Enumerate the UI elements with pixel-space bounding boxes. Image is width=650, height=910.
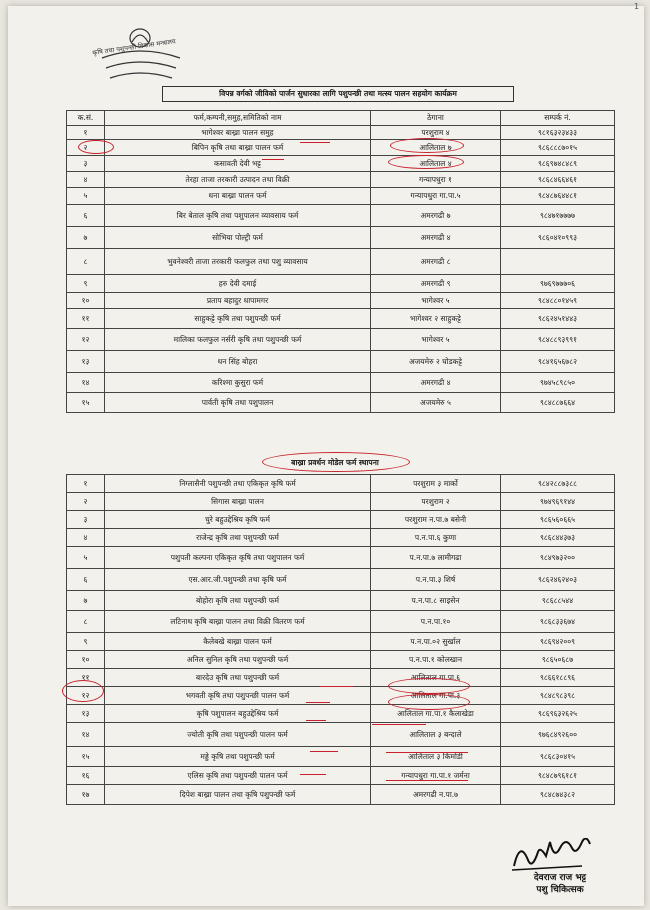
cell-contact: ९८६८३३६७४ (501, 611, 615, 633)
table-section-2 (66, 474, 615, 805)
signature-icon (510, 838, 600, 874)
document-title: विपन्न वर्गको जीविको पार्जन सुधारका लागि पशुपन्छी तथा मत्स्य पालन सहयोग कार्यक्रम (162, 86, 514, 102)
table-row (67, 687, 615, 705)
cell-name: मालिका फलफुल नर्सरी कृषि तथा पशुपन्छी फर्म (105, 329, 371, 351)
table-row (67, 393, 615, 413)
signatory (505, 872, 615, 896)
cell-sn: १३ (67, 351, 105, 373)
cell-sn: ६ (67, 569, 105, 591)
cell-contact: ९८४८९८३९८ (501, 687, 615, 705)
cell-sn: २ (67, 140, 105, 156)
cell-name: दिपेश बाख्रा पालन तथा कृषि पशुपन्छी फर्म (105, 785, 371, 805)
cell-sn: १२ (67, 329, 105, 351)
cell-sn: १६ (67, 767, 105, 785)
cell-name: भुवनेश्वरी ताजा तरकारी फलफुल तथा पशु व्यावसाय (105, 249, 371, 275)
cell-address: आलिताल गा.पा.१ कैलाखेडा (371, 705, 501, 723)
cell-sn: ९ (67, 275, 105, 293)
cell-contact: ९८६२४५१४४३ (501, 309, 615, 329)
cell-contact: ९८४७१७७७७ (501, 205, 615, 227)
table-row (67, 351, 615, 373)
cell-contact: ९७४९६९१४४ (501, 493, 615, 511)
section-2-title: बाख्रा प्रवर्धन मोडेल फर्म स्थापना (291, 458, 379, 467)
table-row (67, 493, 615, 511)
cell-address: प.न.पा.३ शिर्ष (371, 569, 501, 591)
table-row (67, 373, 615, 393)
table-row (67, 547, 615, 569)
cell-address: आलिताल गा.पा.६ (371, 669, 501, 687)
table-section-1 (66, 110, 615, 413)
cell-address: अजयमेरु ५ (371, 393, 501, 413)
table-row (67, 591, 615, 611)
signatory-title: पशु चिकित्सक (536, 885, 584, 895)
table-row (67, 785, 615, 805)
table-row (67, 227, 615, 249)
cell-sn: ४ (67, 172, 105, 188)
cell-contact: ९८४८८९३९९१ (501, 329, 615, 351)
table-row (67, 669, 615, 687)
cell-address: भागेश्वर ५ (371, 293, 501, 309)
table-row (67, 633, 615, 651)
cell-contact: ९८४१६५६७८२ (501, 351, 615, 373)
table-row (67, 705, 615, 723)
cell-sn: ८ (67, 611, 105, 633)
cell-name: कसावती देवी भट्ट (105, 156, 371, 172)
cell-name: प्रताप बहादुर धापामगर (105, 293, 371, 309)
table-row (67, 723, 615, 747)
header-name: फर्म,कम्पनी,समुह,समितिको नाम (105, 111, 371, 126)
cell-name: करिश्मा कुसुरा फर्म (105, 373, 371, 393)
cell-address: परशुराम २ (371, 493, 501, 511)
cell-sn: १२ (67, 687, 105, 705)
cell-contact: ९८६९७४८४८९ (501, 156, 615, 172)
cell-name: सोभिया पोल्ट्री फर्म (105, 227, 371, 249)
cell-contact: ९८४८८७६६४ (501, 393, 615, 413)
cell-contact: ९८४८७९६१८१ (501, 767, 615, 785)
cell-address: आलिताल गा.पा.३ (371, 687, 501, 705)
cell-address: आलिताल ७ (371, 140, 501, 156)
cell-name: सिगास बाख्रा पालन (105, 493, 371, 511)
cell-address: अमरगढी ९ (371, 275, 501, 293)
cell-name: पार्वती कृषि तथा पशुपालन (105, 393, 371, 413)
table-row (67, 172, 615, 188)
cell-address: प.न.पा.०२ सुर्खाल (371, 633, 501, 651)
table-row (67, 529, 615, 547)
cell-contact: ९८४९७३२०० (501, 547, 615, 569)
cell-name: तेरहा ताजा तरकारी उत्पादन तथा विक्री (105, 172, 371, 188)
cell-contact: ९८६६१८८९६ (501, 669, 615, 687)
cell-name: साहुकट्टे कृषि तथा पशुपन्छी फर्म (105, 309, 371, 329)
table-header-row (67, 111, 615, 126)
cell-sn: १० (67, 651, 105, 669)
cell-address: गन्यापधुरा गा.पा.५ (371, 188, 501, 205)
cell-sn: १४ (67, 373, 105, 393)
table-row (67, 126, 615, 140)
cell-sn: ८ (67, 249, 105, 275)
cell-address: प.न.पा.१ कोलखान (371, 651, 501, 669)
cell-sn: १ (67, 126, 105, 140)
cell-contact: ९८६५६०६६५ (501, 511, 615, 529)
table-row (67, 611, 615, 633)
cell-name: एलिस कृषि तथा पशुपन्छी पालन फर्म (105, 767, 371, 785)
cell-address: गन्यापधुरा १ (371, 172, 501, 188)
table-row (67, 275, 615, 293)
cell-name: बारदेउ कृषि तथा पशुपन्छी फर्म (105, 669, 371, 687)
cell-contact: ९७६८४९२६०० (501, 723, 615, 747)
cell-contact: ९८४२८८७३८८ (501, 475, 615, 493)
cell-address: अजयमेरु २ घोडकट्टे (371, 351, 501, 373)
cell-contact: ९८६८८८७०१५ (501, 140, 615, 156)
cell-address: प.न.पा.७ लामीगढा (371, 547, 501, 569)
cell-name: ज्योती कृषि तथा पशुपन्छी पालन फर्म (105, 723, 371, 747)
cell-address: आलिताल ३ किमोडी (371, 747, 501, 767)
cell-contact: ९८४८८०१४५९ (501, 293, 615, 309)
cell-sn: ५ (67, 547, 105, 569)
cell-sn: ३ (67, 511, 105, 529)
cell-name: भगवती कृषि तथा पशुपन्छी पालन फर्म (105, 687, 371, 705)
cell-contact: ९८६८४४३७३ (501, 529, 615, 547)
cell-contact: ९८६९४२००९ (501, 633, 615, 651)
cell-contact: ९८४८७६४४८१ (501, 188, 615, 205)
cell-sn: ७ (67, 227, 105, 249)
cell-contact (501, 249, 615, 275)
table-row (67, 767, 615, 785)
cell-contact: ९७६९७७७०६ (501, 275, 615, 293)
cell-sn: ३ (67, 156, 105, 172)
cell-sn: ६ (67, 205, 105, 227)
table-row (67, 747, 615, 767)
cell-address: गन्यापधुरा गा.पा.१ जर्मना (371, 767, 501, 785)
cell-address: अमरगढी ७ (371, 205, 501, 227)
cell-sn: ९ (67, 633, 105, 651)
cell-address: प.न.पा.१० (371, 611, 501, 633)
cell-address: आलिताल ४ (371, 156, 501, 172)
cell-sn: १० (67, 293, 105, 309)
cell-sn: १७ (67, 785, 105, 805)
page-corner-mark: 1 (634, 2, 640, 11)
table-row (67, 249, 615, 275)
cell-address: प.न.पा.६ कुणा (371, 529, 501, 547)
cell-name: एस.आर.जी.पशुपन्छी तथा कृषि फर्म (105, 569, 371, 591)
cell-name: बिपिन कृषि तथा बाख्रा पालन फर्म (105, 140, 371, 156)
cell-address: परशुराम ४ (371, 126, 501, 140)
seal-text: कृषि तथा पशुपन्छी विकास मन्त्रालय (91, 37, 177, 57)
cell-name: अनिल सुनिल कृषि तथा पशुपन्छी फर्म (105, 651, 371, 669)
cell-contact: ९८६८४६६४६१ (501, 172, 615, 188)
cell-contact: ९८६०४१०९९३ (501, 227, 615, 249)
cell-sn: ११ (67, 309, 105, 329)
cell-name: भागेश्वर बाख्रा पालन समुह (105, 126, 371, 140)
table-row (67, 651, 615, 669)
cell-address: प.न.पा.८ साइसेन (371, 591, 501, 611)
cell-sn: १५ (67, 393, 105, 413)
cell-contact: ९७४५८९८५० (501, 373, 615, 393)
table-row (67, 511, 615, 529)
cell-name: बिर बेताल कृषि तथा पशुपालन व्यावसाय फर्म (105, 205, 371, 227)
table-row (67, 188, 615, 205)
cell-name: कैलेबखे बाख्रा पालन फर्म (105, 633, 371, 651)
official-seal-icon (92, 18, 188, 96)
cell-address: अमरगढी न.पा.७ (371, 785, 501, 805)
cell-contact: ९८६८८५४४ (501, 591, 615, 611)
cell-name: लटिनाथ कृषि बाख्रा पालन तथा विक्री वितरण फर्म (105, 611, 371, 633)
cell-name: चुरे बहुउद्देश्रिय कृषि फर्म (105, 511, 371, 529)
table-row (67, 293, 615, 309)
cell-contact: ९८४८७४३८२ (501, 785, 615, 805)
header-contact: सम्पर्क नं. (501, 111, 615, 126)
header-sn: क.सं. (67, 111, 105, 126)
cell-sn: २ (67, 493, 105, 511)
cell-name: धन सिंह बोहरा (105, 351, 371, 373)
cell-sn: ४ (67, 529, 105, 547)
cell-address: परशुराम ३ मार्को (371, 475, 501, 493)
table-row (67, 475, 615, 493)
table-row (67, 309, 615, 329)
cell-name: मड्डे कृषि तथा पशुपन्छी फर्म (105, 747, 371, 767)
cell-address: अमरगढी ४ (371, 373, 501, 393)
cell-name: धना बाख्रा पालन फर्म (105, 188, 371, 205)
header-address: ठेगाना (371, 111, 501, 126)
cell-contact: ९८६५०६८७ (501, 651, 615, 669)
cell-address: अमरगढी ८ (371, 249, 501, 275)
cell-contact: ९८६८३०४१५ (501, 747, 615, 767)
cell-contact: ९८६९६३२६२५ (501, 705, 615, 723)
cell-sn: १ (67, 475, 105, 493)
cell-contact: ९८६२४६२४०३ (501, 569, 615, 591)
cell-name: राजेन्द्र कृषि तथा पशुपन्छी फर्म (105, 529, 371, 547)
table-row (67, 140, 615, 156)
cell-sn: ११ (67, 669, 105, 687)
cell-name: कृषि पशुपालन बहुउद्देश्रिय फर्म (105, 705, 371, 723)
cell-address: परशुराम न.पा.७ बसेनी (371, 511, 501, 529)
cell-contact: ९८१६३२३४३३ (501, 126, 615, 140)
cell-sn: १३ (67, 705, 105, 723)
cell-address: अमरगढी ४ (371, 227, 501, 249)
cell-name: पशुपती कल्पना एकिकृत कृषि तथा पशुपालन फर्म (105, 547, 371, 569)
cell-sn: ५ (67, 188, 105, 205)
signatory-name: देवराज राज भट्ट (533, 873, 587, 883)
cell-sn: १५ (67, 747, 105, 767)
cell-name: हरु देवी दमाई (105, 275, 371, 293)
cell-name: बोहोरा कृषि तथा पशुपन्छी फर्म (105, 591, 371, 611)
table-row (67, 329, 615, 351)
cell-address: भागेश्वर २ साहुकट्टे (371, 309, 501, 329)
cell-address: आलिताल ३ बन्दाले (371, 723, 501, 747)
table-row (67, 205, 615, 227)
cell-sn: १४ (67, 723, 105, 747)
table-row (67, 569, 615, 591)
cell-name: निग्लासैनी पशुपन्छी तथा एकिकृत कृषि फर्म (105, 475, 371, 493)
cell-address: भागेश्वर ५ (371, 329, 501, 351)
table-row (67, 156, 615, 172)
cell-sn: ७ (67, 591, 105, 611)
